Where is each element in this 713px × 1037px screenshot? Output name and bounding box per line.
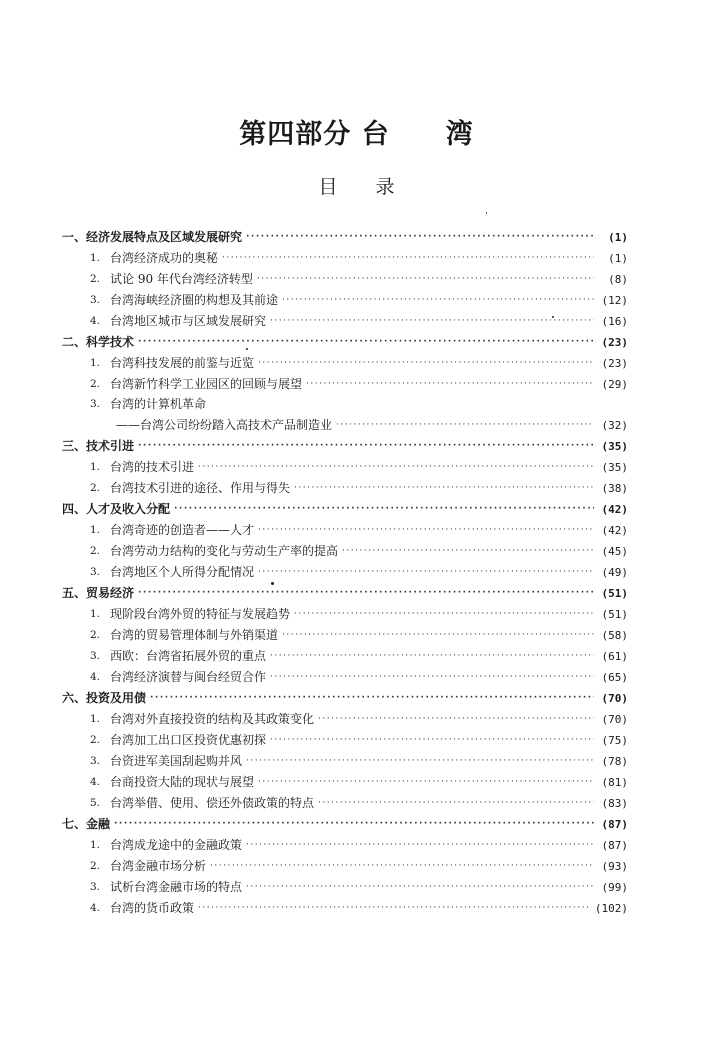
toc-entry <box>62 856 628 877</box>
toc-entry <box>62 478 628 499</box>
toc-page-number: (75) <box>601 734 628 747</box>
toc-page-number: (70) <box>601 692 628 705</box>
toc-entry-title: 台湾技术引进的途径、作用与得失 <box>110 481 291 495</box>
toc-entry-title: ——台湾公司纷纷踏入高技术产品制造业 <box>116 418 333 432</box>
toc-entry-number: 3. <box>90 294 101 306</box>
dot-leader <box>210 856 594 877</box>
toc-entry-number: 1. <box>90 839 101 851</box>
toc-entry <box>62 751 628 772</box>
dot-leader <box>246 877 594 898</box>
toc-page-number: (42) <box>601 503 628 516</box>
toc-entry <box>62 709 628 730</box>
toc-entry-title: 台湾金融市场分析 <box>110 859 207 873</box>
toc-section <box>62 814 628 835</box>
toc-entry-number: 4. <box>90 671 101 683</box>
toc-entry <box>62 772 628 793</box>
dot-leader <box>318 709 594 730</box>
toc-page-number: (45) <box>601 545 628 558</box>
toc-page-number: (61) <box>601 650 628 663</box>
toc-entry-number: 5. <box>90 797 101 809</box>
dot-leader <box>257 269 594 290</box>
dot-leader <box>270 311 594 332</box>
toc-entry-title: 台湾经济成功的奥秘 <box>110 251 219 265</box>
toc-entry-number: 2. <box>90 860 101 872</box>
toc-entry-title: 台湾加工出口区投资优惠初探 <box>110 733 267 747</box>
toc-entry-number: 3. <box>90 650 101 662</box>
dot-leader <box>342 541 594 562</box>
toc-page-number: (8) <box>608 273 628 286</box>
toc-entry-title: 台湾劳动力结构的变化与劳动生产率的提高 <box>110 544 339 558</box>
toc-entry <box>62 625 628 646</box>
dot-leader <box>198 457 594 478</box>
dot-leader <box>114 814 594 835</box>
dot-leader <box>150 688 594 709</box>
toc-entry-title: 台湾科技发展的前鉴与近览 <box>110 356 255 370</box>
toc-page-number: (1) <box>608 252 628 265</box>
toc-entry-number: 2. <box>90 734 101 746</box>
dot-leader <box>246 751 594 772</box>
toc-page-number: (87) <box>601 818 628 831</box>
toc-entry <box>62 604 628 625</box>
toc-page-number: (49) <box>601 566 628 579</box>
toc-entry <box>62 395 628 415</box>
toc-entry-title: 试析台湾金融市场的特点 <box>110 880 243 894</box>
dot-leader <box>270 646 594 667</box>
toc-entry <box>62 541 628 562</box>
dot-leader <box>222 248 594 269</box>
dot-leader <box>138 332 594 353</box>
toc-entry-title: 台湾地区个人所得分配情况 <box>110 565 255 579</box>
toc-heading: 目 录 <box>318 176 395 198</box>
toc-entry-title: 台商投资大陆的现状与展望 <box>110 775 255 789</box>
toc-page-number: (51) <box>601 587 628 600</box>
table-of-contents <box>62 227 628 919</box>
toc-entry-title: 台湾新竹科学工业园区的回顾与展望 <box>110 377 303 391</box>
toc-page-number: (42) <box>601 524 628 537</box>
toc-section <box>62 499 628 520</box>
toc-entry-number: 4. <box>90 776 101 788</box>
toc-entry-number: 1. <box>90 524 101 536</box>
dot-leader <box>294 604 594 625</box>
toc-page-number: (12) <box>601 294 628 307</box>
toc-entry-number: 1. <box>90 357 101 369</box>
toc-section <box>62 436 628 457</box>
toc-section <box>62 332 628 353</box>
toc-entry-number: 3. <box>90 566 101 578</box>
toc-entry-number: 2. <box>90 273 101 285</box>
toc-entry-title: 台湾地区城市与区域发展研究 <box>110 314 267 328</box>
toc-entry <box>62 646 628 667</box>
toc-section-title: 一、经济发展特点及区域发展研究 <box>62 230 243 244</box>
toc-entry-number: 4. <box>90 902 101 914</box>
toc-entry <box>62 311 628 332</box>
toc-entry-title: 台湾的货币政策 <box>110 901 195 915</box>
dot-leader <box>138 583 594 604</box>
toc-page-number: (23) <box>601 336 628 349</box>
toc-page-number: (70) <box>601 713 628 726</box>
toc-page-number: (65) <box>601 671 628 684</box>
dot-leader <box>270 667 594 688</box>
toc-entry-number: 2. <box>90 378 101 390</box>
toc-page-number: (16) <box>601 315 628 328</box>
dot-leader <box>258 353 594 374</box>
toc-entry-number: 2. <box>90 629 101 641</box>
toc-entry <box>62 520 628 541</box>
toc-section-title: 四、人才及收入分配 <box>62 502 171 516</box>
toc-entry <box>62 730 628 751</box>
toc-section <box>62 688 628 709</box>
dot-leader <box>336 415 594 436</box>
toc-entry <box>62 457 628 478</box>
toc-page-number: (93) <box>601 860 628 873</box>
scan-speck <box>271 582 274 585</box>
toc-page-number: (58) <box>601 629 628 642</box>
toc-entry-title: 台湾的计算机革命 <box>110 397 207 411</box>
toc-page-number: (83) <box>601 797 628 810</box>
toc-page-number: (29) <box>601 378 628 391</box>
toc-entry-title: 台湾举借、使用、偿还外债政策的特点 <box>110 796 315 810</box>
toc-entry-title: 现阶段台湾外贸的特征与发展趋势 <box>110 607 291 621</box>
toc-entry-title: 台湾对外直接投资的结构及其政策变化 <box>110 712 315 726</box>
toc-page-number: (87) <box>601 839 628 852</box>
toc-entry-number: 1. <box>90 713 101 725</box>
toc-page-number: (1) <box>608 231 628 244</box>
dot-leader <box>270 730 594 751</box>
toc-entry-title: 台湾的贸易管理体制与外销渠道 <box>110 628 279 642</box>
dot-leader <box>246 227 594 248</box>
dot-leader <box>258 772 594 793</box>
dot-leader <box>306 374 594 395</box>
toc-entry-number: 2. <box>90 482 101 494</box>
toc-entry <box>62 269 628 290</box>
toc-entry-number: 1. <box>90 461 101 473</box>
dot-leader <box>258 520 594 541</box>
toc-entry-number: 3. <box>90 398 101 410</box>
toc-entry <box>62 290 628 311</box>
toc-entry <box>62 415 628 436</box>
toc-section-title: 二、科学技术 <box>62 335 135 349</box>
toc-entry-title: 台湾成龙途中的金融政策 <box>110 838 243 852</box>
toc-entry <box>62 562 628 583</box>
scan-speck <box>246 348 248 350</box>
toc-page-number: (78) <box>601 755 628 768</box>
toc-entry-title: 台湾经济演替与闽台经贸合作 <box>110 670 267 684</box>
toc-section-title: 七、金融 <box>62 817 111 831</box>
toc-entry-number: 1. <box>90 608 101 620</box>
toc-page-number: (35) <box>601 461 628 474</box>
dot-leader <box>258 562 594 583</box>
toc-section-title: 三、技术引进 <box>62 439 135 453</box>
toc-entry <box>62 877 628 898</box>
dot-leader <box>294 478 594 499</box>
toc-page-number: (102) <box>594 902 628 915</box>
toc-section-title: 五、贸易经济 <box>62 586 135 600</box>
toc-entry <box>62 374 628 395</box>
toc-page-number: (81) <box>601 776 628 789</box>
toc-entry <box>62 898 628 919</box>
toc-page-number: (32) <box>601 419 628 432</box>
toc-entry-title: 西欧：台湾省拓展外贸的重点 <box>110 649 267 663</box>
scan-speck <box>486 212 487 214</box>
toc-page-number: (23) <box>601 357 628 370</box>
toc-entry-title: 台湾奇迹的创造者——人才 <box>110 523 255 537</box>
toc-page-number: (99) <box>601 881 628 894</box>
toc-entry-title: 台湾海峡经济圈的构想及其前途 <box>110 293 279 307</box>
dot-leader <box>318 793 594 814</box>
dot-leader <box>174 499 594 520</box>
dot-leader <box>246 835 594 856</box>
toc-entry-number: 2. <box>90 545 101 557</box>
toc-entry-number: 3. <box>90 755 101 767</box>
toc-entry-number: 1. <box>90 252 101 264</box>
toc-section <box>62 227 628 248</box>
toc-page-number: (51) <box>601 608 628 621</box>
toc-entry <box>62 793 628 814</box>
toc-entry-title: 台资进军美国刮起购并风 <box>110 754 243 768</box>
toc-entry-number: 3. <box>90 881 101 893</box>
toc-section-title: 六、投资及用债 <box>62 691 147 705</box>
toc-entry <box>62 353 628 374</box>
scan-speck <box>552 316 554 318</box>
dot-leader <box>282 625 594 646</box>
dot-leader <box>198 898 591 919</box>
toc-page-number: (38) <box>601 482 628 495</box>
toc-entry <box>62 667 628 688</box>
toc-entry-title: 台湾的技术引进 <box>110 460 195 474</box>
dot-leader <box>282 290 594 311</box>
toc-entry-title: 试论 90 年代台湾经济转型 <box>110 272 253 286</box>
page-title: 第四部分 台 湾 <box>239 119 474 150</box>
toc-entry-number: 4. <box>90 315 101 327</box>
toc-page-number: (35) <box>601 440 628 453</box>
toc-section <box>62 583 628 604</box>
toc-entry <box>62 248 628 269</box>
dot-leader <box>138 436 594 457</box>
toc-entry <box>62 835 628 856</box>
